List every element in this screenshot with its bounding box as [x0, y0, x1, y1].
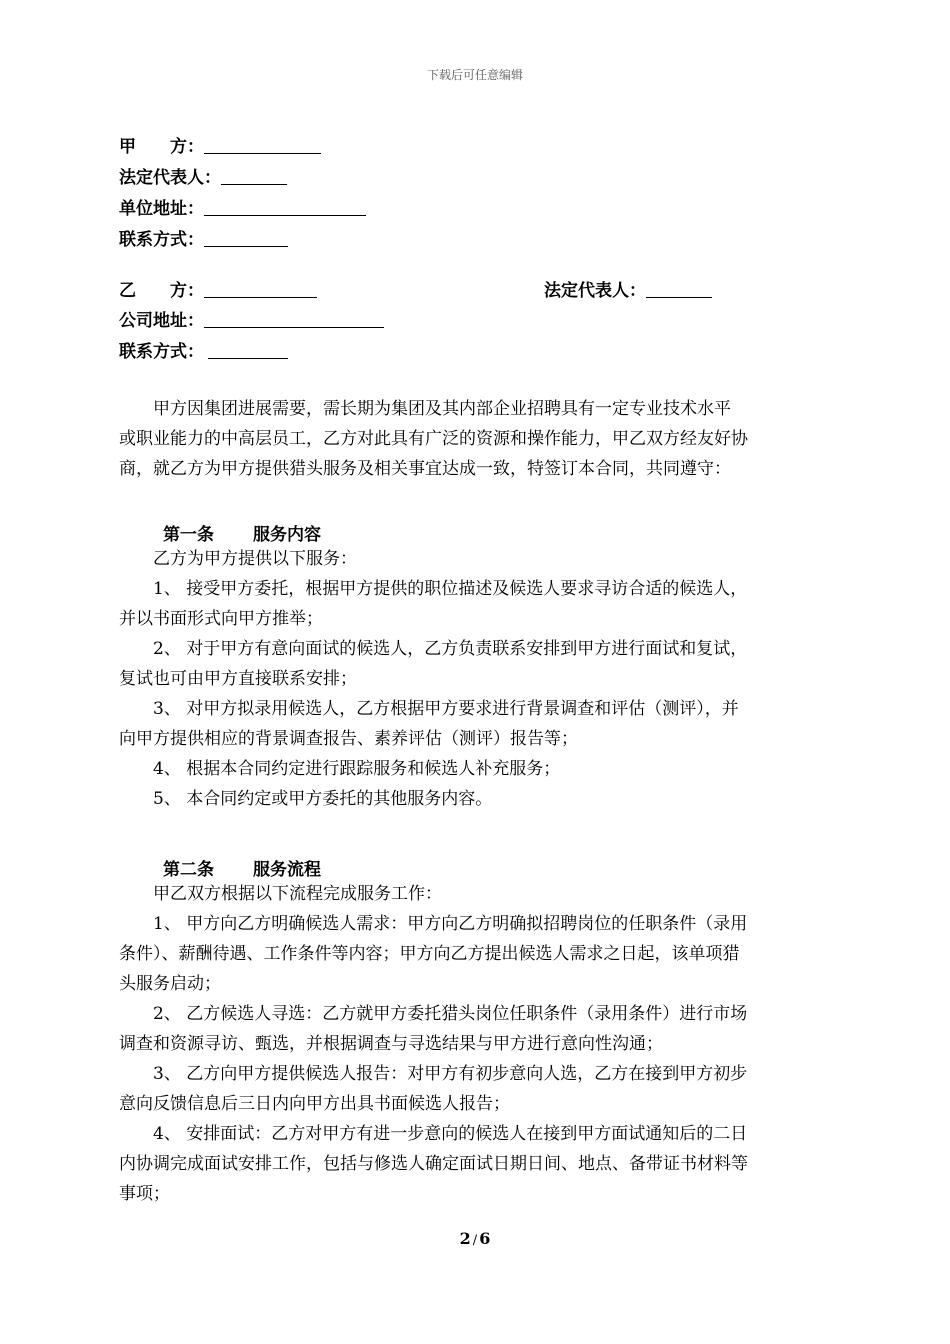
article-2-line: 意向反馈信息后三日内向甲方出具书面候选人报告；: [119, 1094, 510, 1114]
article-2-line: 4、 安排面试：乙方对甲方有进一步意向的候选人在接到甲方面试通知后的二日: [119, 1124, 748, 1144]
article-2-title: 服务流程: [253, 860, 321, 880]
party-b-blank[interactable]: [204, 281, 317, 298]
preamble-paragraph: [119, 394, 831, 484]
article-2-line: 3、 乙方向甲方提供候选人报告：对甲方有初步意向人选，乙方在接到甲方初步: [119, 1064, 748, 1084]
party-b-contact-label: 联系方式：: [119, 342, 204, 362]
preamble-line: 甲方因集团进展需要，需长期为集团及其内部企业招聘具有一定专业技术水平: [119, 399, 731, 419]
article-2-line: 内协调完成面试安排工作，包括与修选人确定面试日期日间、地点、备带证书材料等: [119, 1154, 748, 1174]
current-page: 2: [459, 1229, 471, 1248]
party-b-label: 乙 方：: [119, 281, 204, 301]
party-a-legal-rep-line: [119, 168, 287, 188]
party-a-legal-rep-label: 法定代表人：: [119, 168, 221, 188]
article-1-line: 3、 对甲方拟录用候选人，乙方根据甲方要求进行背景调查和评估（测评），并: [119, 699, 739, 719]
party-b-legal-rep-line: [544, 281, 712, 301]
article-2-line: 1、 甲方向乙方明确候选人需求：甲方向乙方明确拟招聘岗位的任职条件（录用: [119, 914, 748, 934]
article-2-line: 2、 乙方候选人寻选：乙方就甲方委托猎头岗位任职条件（录用条件）进行市场: [119, 1004, 748, 1024]
party-b-address-blank[interactable]: [204, 311, 384, 328]
page-number: [0, 1229, 950, 1248]
article-2-heading: [163, 855, 321, 880]
article-1-line: 5、 本合同约定或甲方委托的其他服务内容。: [119, 789, 493, 809]
party-a-address-label: 单位地址：: [119, 199, 204, 219]
article-1-line: 并以书面形式向甲方推举；: [119, 609, 323, 629]
article-1-number: 第一条: [163, 525, 214, 545]
total-pages: 6: [479, 1229, 491, 1248]
article-2-line: 调查和资源寻访、甄选，并根据调查与寻选结果与甲方进行意向性沟通；: [119, 1034, 663, 1054]
preamble-line: 或职业能力的中高层员工，乙方对此具有广泛的资源和操作能力，甲乙双方经友好协: [119, 429, 748, 449]
party-a-address-blank[interactable]: [204, 199, 366, 216]
party-a-contact-blank[interactable]: [204, 230, 288, 247]
article-1-line: 1、 接受甲方委托，根据甲方提供的职位描述及候选人要求寻访合适的候选人，: [119, 579, 748, 599]
party-b-contact-blank[interactable]: [208, 342, 288, 359]
party-a-legal-rep-blank[interactable]: [221, 168, 287, 185]
article-1-line: 2、 对于甲方有意向面试的候选人，乙方负责联系安排到甲方进行面试和复试，: [119, 639, 748, 659]
party-b-address-line: [119, 311, 384, 331]
party-a-blank[interactable]: [204, 137, 321, 154]
party-b-legal-rep-blank[interactable]: [646, 281, 712, 298]
article-1-line: 向甲方提供相应的背景调查报告、素养评估（测评）报告等；: [119, 729, 578, 749]
party-a-line: [119, 137, 321, 157]
party-a-contact-line: [119, 230, 288, 250]
article-1-heading: [163, 520, 321, 545]
article-2-line: 甲乙双方根据以下流程完成服务工作：: [119, 884, 442, 904]
article-1-line: 乙方为甲方提供以下服务：: [119, 549, 357, 569]
article-2-body: [119, 879, 831, 1209]
article-1-title: 服务内容: [253, 525, 321, 545]
article-2-line: 事项；: [119, 1184, 170, 1204]
page-separator: /: [472, 1233, 478, 1248]
preamble-line: 商，就乙方为甲方提供猎头服务及相关事宜达成一致，特签订本合同，共同遵守：: [119, 459, 731, 479]
party-b-legal-rep-label: 法定代表人：: [544, 281, 646, 301]
party-b-line: [119, 281, 317, 301]
article-2-line: 条件）、薪酬待遇、工作条件等内容；甲方向乙方提出候选人需求之日起，该单项猎: [119, 944, 740, 964]
article-1-line: 复试也可由甲方直接联系安排；: [119, 669, 357, 689]
party-a-address-line: [119, 199, 366, 219]
party-a-label: 甲 方：: [119, 137, 204, 157]
page-header-note: 下载后可任意编辑: [426, 68, 523, 82]
article-1-body: [119, 544, 831, 814]
article-2-number: 第二条: [163, 860, 214, 880]
article-1-line: 4、 根据本合同约定进行跟踪服务和候选人补充服务；: [119, 759, 561, 779]
party-b-address-label: 公司地址：: [119, 311, 204, 331]
party-a-contact-label: 联系方式：: [119, 230, 204, 250]
article-2-line: 头服务启动；: [119, 974, 221, 994]
party-b-contact-line: [119, 342, 288, 362]
